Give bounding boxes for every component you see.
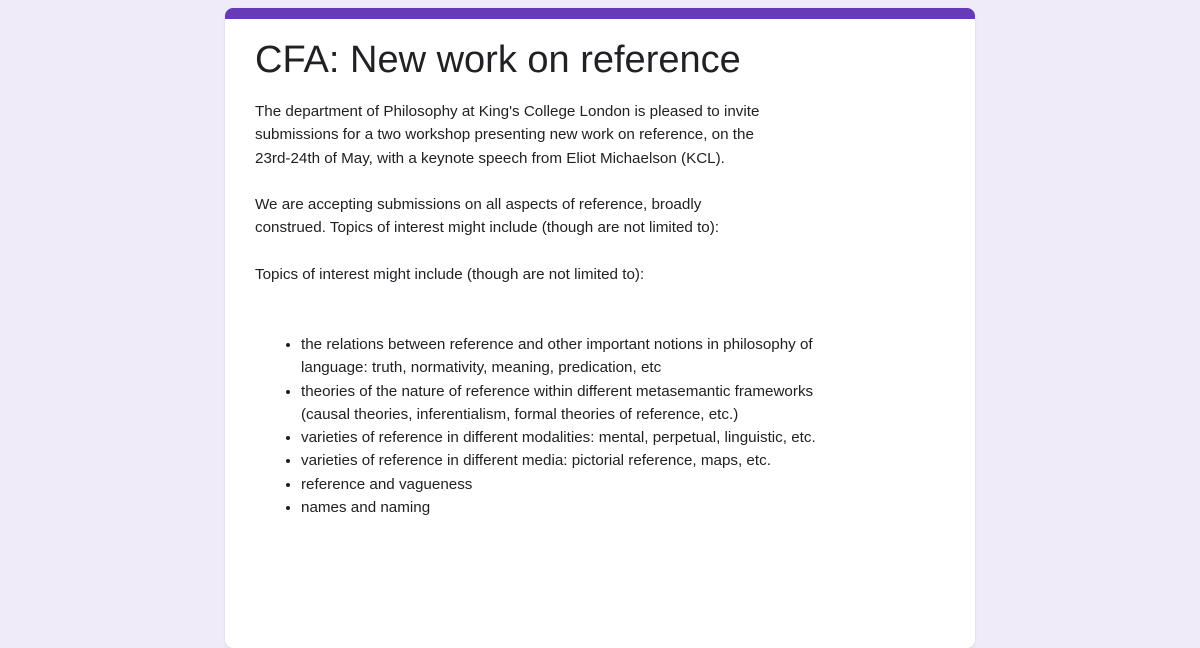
topic-item: • varieties of reference in different media: pictorial reference, maps, etc.: [301, 449, 821, 472]
form-description: [255, 100, 815, 519]
description-paragraph-topics-intro: Topics of interest might include (though are not limited to):: [255, 266, 645, 284]
topic-item: • reference and vagueness: [301, 473, 821, 496]
topic-item: • names and naming: [301, 496, 821, 519]
topic-item: • the relations between reference and other important notions in philosophy of language: truth, normativity, meaning, predication, etc: [301, 333, 821, 380]
form-header-card: [225, 8, 975, 648]
topic-item: • theories of the nature of reference within different metasemantic frameworks (causal theories, inferentialism, formal theories of reference, etc.): [301, 380, 821, 427]
topics-list: [255, 333, 821, 519]
description-paragraph-scope: We are accepting submissions on all aspects of reference, broadly construed. Topics of interest might include (though are not limited to):: [255, 196, 720, 237]
form-title: CFA: New work on reference: [255, 39, 741, 81]
form-accent-bar: [225, 8, 975, 19]
description-paragraph-intro: The department of Philosophy at King's College London is pleased to invite submissions for a two workshop presenting new work on reference, on the 23rd-24th of May, with a keynote speech from Eliot Michaelson (KCL).: [255, 103, 760, 167]
topic-item: • varieties of reference in different modalities: mental, perpetual, linguistic, etc.: [301, 426, 821, 449]
